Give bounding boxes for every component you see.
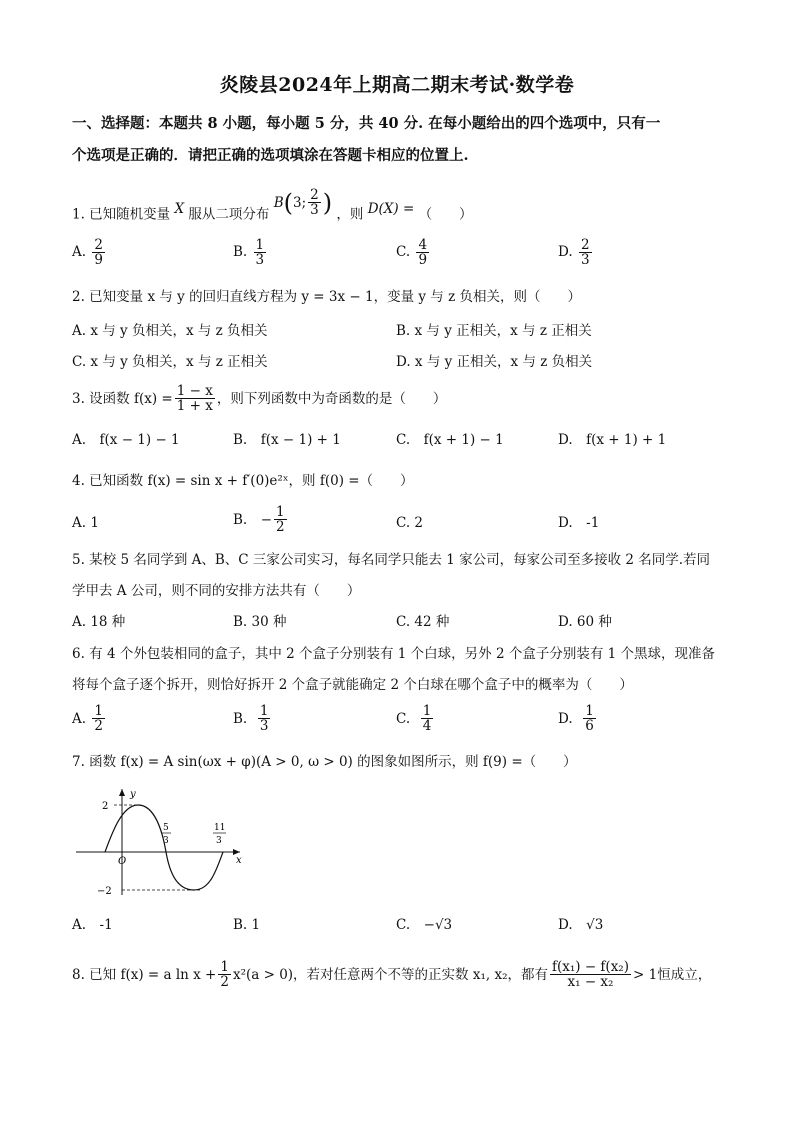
q7-option-c[interactable]: C. −√3 [396, 917, 453, 933]
y-axis-label: y [130, 789, 136, 800]
q6-option-b[interactable]: B. $\frac{1}{3}$ [233, 703, 269, 735]
q2-option-c[interactable]: C. x 与 y 负相关，x 与 z 正相关 [72, 354, 268, 370]
q1-option-c[interactable]: C. $\frac{4}{9}$ [396, 237, 428, 269]
q7-option-d[interactable]: D. √3 [558, 917, 604, 933]
q5-option-b[interactable]: B. 30 种 [233, 614, 287, 630]
question-5-line1: 5. 某校 5 名同学到 A、B、C 三家公司实习，每名同学只能去 1 家公司，每家公司至多接收 2 名同学.若同 [72, 552, 711, 568]
tick2-num: 11 [214, 823, 226, 833]
question-6-line2: 将每个盒子逐个拆开，则恰好拆开 2 个盒子就能确定 2 个白球在哪个盒子中的概率为（ ） [72, 677, 633, 693]
q4-option-b[interactable]: B. − $\frac{1}{2}$ [233, 504, 285, 536]
q1-option-b[interactable]: B. $\frac{1}{3}$ [233, 237, 265, 269]
q1-dist-num: 2 [310, 187, 319, 203]
y-axis-arrow [119, 789, 125, 796]
q1-paren: （ ） [418, 206, 473, 223]
question-4: 4. 已知函数 f(x) = sin x + f′(0)e²ˣ，则 f(0) =（ ） [72, 473, 414, 489]
question-8 [72, 960, 711, 989]
q3-option-b[interactable]: B. f(x − 1) + 1 [233, 432, 341, 448]
origin-label: O [118, 856, 127, 867]
q1-dist-arg: 3; [292, 194, 307, 211]
sine-curve [105, 805, 226, 890]
q8-fraction: $\frac{\text{f(x₁) − f(x₂)}}{\text{x₁ − x₂}}$ [551, 959, 629, 991]
q3-tail: ，则下列函数中为奇函数的是（ ） [216, 390, 447, 407]
q1-tail: ，则 [336, 206, 364, 223]
q2-option-b[interactable]: B. x 与 y 正相关，x 与 z 正相关 [396, 323, 592, 339]
q5-option-a[interactable]: A. 18 种 [72, 614, 126, 630]
q5-option-d[interactable]: D. 60 种 [558, 614, 612, 630]
q8-prefix: 8. 已知 f(x) = a ln x + [72, 966, 217, 983]
q1-option-a[interactable]: A. $\frac{2}{9}$ [72, 237, 103, 269]
q3-prefix: 3. 设函数 f(x) = [72, 390, 173, 407]
q2-option-d[interactable]: D. x 与 y 正相关，x 与 z 负相关 [396, 354, 593, 370]
tick1-den: 3 [163, 836, 169, 846]
q1-var: X [174, 200, 185, 217]
q1-dist-den: 3 [310, 202, 319, 219]
q7-option-b[interactable]: B. 1 [233, 917, 261, 933]
tick2-den: 3 [216, 836, 222, 846]
x-axis-label: x [236, 855, 242, 866]
q1-mid: 服从二项分布 [188, 206, 270, 223]
q4-option-d[interactable]: D. -1 [558, 515, 600, 531]
q6-option-c[interactable]: C. $\frac{1}{4}$ [396, 703, 432, 735]
q2-option-a[interactable]: A. x 与 y 负相关，x 与 z 负相关 [72, 323, 268, 339]
question-1 [72, 187, 473, 229]
q8-mid: x²(a > 0)，若对任意两个不等的正实数 x₁, x₂，都有 [232, 966, 548, 983]
sine-graph [70, 785, 250, 900]
q4-option-a[interactable]: A. 1 [72, 515, 99, 531]
q3-option-a[interactable]: A. f(x − 1) − 1 [72, 432, 180, 448]
q1-option-d[interactable]: D. $\frac{2}{3}$ [558, 237, 590, 269]
question-2: 2. 已知变量 x 与 y 的回归直线方程为 y = 3x − 1，变量 y 与 z 负相关，则（ ） [72, 289, 581, 305]
y-max-label: 2 [102, 801, 109, 812]
tick1-num: 5 [163, 823, 169, 833]
y-min-label: −2 [97, 886, 112, 897]
question-3 [72, 384, 446, 413]
q5-option-c[interactable]: C. 42 种 [396, 614, 450, 630]
question-5-line2: 学甲去 A 公司，则不同的安排方法共有（ ） [72, 583, 361, 599]
page-title: 炎陵县2024年上期高二期末考试·数学卷 [219, 74, 575, 96]
q6-option-d[interactable]: D. $\frac{1}{6}$ [558, 703, 594, 735]
q1-prefix: 1. 已知随机变量 [72, 206, 171, 223]
question-7: 7. 函数 f(x) = A sin(ωx + φ)(A > 0, ω > 0) 的图象如图所示，则 f(9) =（ ） [72, 754, 577, 770]
q8-tail: > 1恒成立， [633, 966, 712, 983]
q1-distribution: B ( 3; $\frac{2}{3}$ ) [273, 187, 333, 219]
q3-option-c[interactable]: C. f(x + 1) − 1 [396, 432, 504, 448]
q8-half: $\frac{1}{2}$ [220, 959, 229, 991]
question-6-line1: 6. 有 4 个外包装相同的盒子，其中 2 个盒子分别装有 1 个白球，另外 2 个盒子分别装有 1 个黑球，现准备 [72, 646, 716, 662]
q1-dx: D(X) = [367, 200, 415, 217]
section-header-line1: 一、选择题：本题共 8 小题，每小题 5 分，共 40 分. 在每小题给出的四个选项中，只有一 [72, 115, 661, 132]
q7-option-a[interactable]: A. -1 [72, 917, 113, 933]
q4-option-c[interactable]: C. 2 [396, 515, 424, 531]
q6-option-a[interactable]: A. $\frac{1}{2}$ [72, 703, 103, 735]
q3-option-d[interactable]: D. f(x + 1) + 1 [558, 432, 667, 448]
q1-dist-letter: B [273, 194, 284, 211]
section-header-line2: 个选项是正确的．请把正确的选项填涂在答题卡相应的位置上. [72, 147, 469, 164]
q3-fraction: $\frac{1 - x}{1 + x}$ [176, 383, 213, 415]
